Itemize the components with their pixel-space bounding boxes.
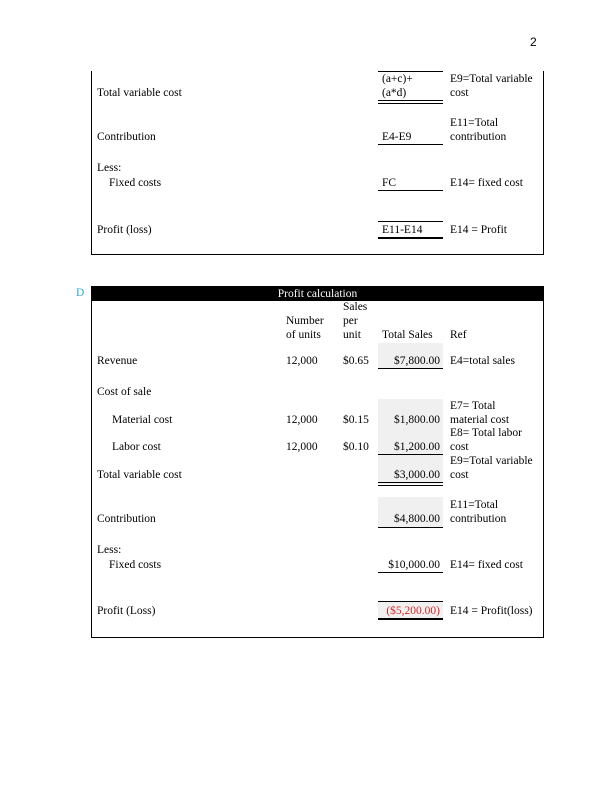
- profit-loss-ref: E14 = Profit(loss): [450, 605, 533, 617]
- underline: [378, 527, 443, 528]
- ref-contribution-line2: contribution: [450, 131, 507, 143]
- ref-contribution-line1: E11=Total: [450, 117, 499, 129]
- top-rule: [378, 221, 443, 222]
- material-ref-line2: material cost: [450, 414, 510, 426]
- material-total: $1,800.00: [394, 414, 440, 426]
- revenue-price: $0.65: [343, 355, 369, 367]
- row-label-labor-cost: Labor cost: [112, 441, 161, 453]
- double-underline: [378, 482, 443, 486]
- row-label-fixed-costs: Fixed costs: [109, 177, 162, 189]
- top-rule: [378, 601, 443, 602]
- header-price-line1: Sales: [343, 301, 368, 313]
- material-price: $0.15: [343, 414, 369, 426]
- row-label-contribution: Contribution: [97, 513, 156, 525]
- header-ref: Ref: [450, 329, 467, 341]
- labor-units: 12,000: [286, 441, 318, 453]
- header-price-line2: per: [343, 315, 358, 327]
- row-label-cost-of-sale: Cost of sale: [97, 386, 152, 398]
- underline: [378, 454, 443, 455]
- row-label-revenue: Revenue: [97, 355, 138, 367]
- ref-tvc-line2: cost: [450, 87, 469, 99]
- header-units-line1: Number: [286, 315, 324, 327]
- header-total-sales: Total Sales: [382, 329, 433, 341]
- formula-profit: E11-E14: [382, 224, 423, 236]
- row-label-contribution: Contribution: [97, 131, 156, 143]
- material-units: 12,000: [286, 414, 318, 426]
- revenue-ref: E4=total sales: [450, 355, 515, 367]
- total-variable-cost-total: $3,000.00: [394, 469, 440, 481]
- underline: [378, 368, 443, 369]
- labor-ref-line1: E8= Total labor: [450, 427, 522, 439]
- underline: [378, 144, 443, 145]
- revenue-units: 12,000: [286, 355, 318, 367]
- row-label-profit-loss: Profit (Loss): [97, 605, 156, 617]
- formula-fixed-costs: FC: [382, 177, 397, 189]
- formula-contribution: E4-E9: [382, 131, 412, 143]
- underline: [378, 572, 443, 573]
- table-title: Profit calculation: [92, 287, 543, 301]
- page-number: 2: [530, 35, 537, 49]
- contribution-ref-line1: E11=Total: [450, 499, 499, 511]
- material-ref-line1: E7= Total: [450, 400, 496, 412]
- thick-underline: [378, 618, 443, 620]
- labor-ref-line2: cost: [450, 441, 469, 453]
- row-label-less: Less:: [97, 162, 122, 174]
- contribution-ref-line2: contribution: [450, 513, 507, 525]
- labor-total: $1,200.00: [394, 441, 440, 453]
- section-letter: D: [76, 287, 85, 299]
- row-label-total-variable-cost: Total variable cost: [97, 469, 182, 481]
- revenue-total: $7,800.00: [394, 355, 440, 367]
- fixed-costs-ref: E14= fixed cost: [450, 559, 523, 571]
- labor-price: $0.10: [343, 441, 369, 453]
- row-label-material-cost: Material cost: [112, 414, 173, 426]
- ref-profit: E14 = Profit: [450, 224, 507, 236]
- row-label-profit: Profit (loss): [97, 224, 152, 236]
- row-label-total-variable-cost: Total variable cost: [97, 87, 182, 99]
- contribution-total: $4,800.00: [394, 513, 440, 525]
- tvc-ref-line1: E9=Total variable: [450, 455, 533, 467]
- profit-loss-total: ($5,200.00): [386, 605, 440, 617]
- header-units-line2: of units: [286, 329, 321, 341]
- formula-tvc-line2: (a*d): [382, 87, 407, 99]
- ref-fixed-costs: E14= fixed cost: [450, 177, 523, 189]
- row-label-less: Less:: [97, 544, 122, 556]
- ref-tvc-line1: E9=Total variable: [450, 73, 533, 85]
- row-label-fixed-costs: Fixed costs: [109, 559, 162, 571]
- tvc-ref-line2: cost: [450, 469, 469, 481]
- formula-tvc-line1: (a+c)+: [382, 73, 413, 85]
- fixed-costs-total: $10,000.00: [388, 559, 440, 571]
- double-underline: [378, 100, 443, 104]
- thick-underline: [378, 237, 443, 239]
- header-price-line3: unit: [343, 329, 361, 341]
- underline: [378, 190, 443, 191]
